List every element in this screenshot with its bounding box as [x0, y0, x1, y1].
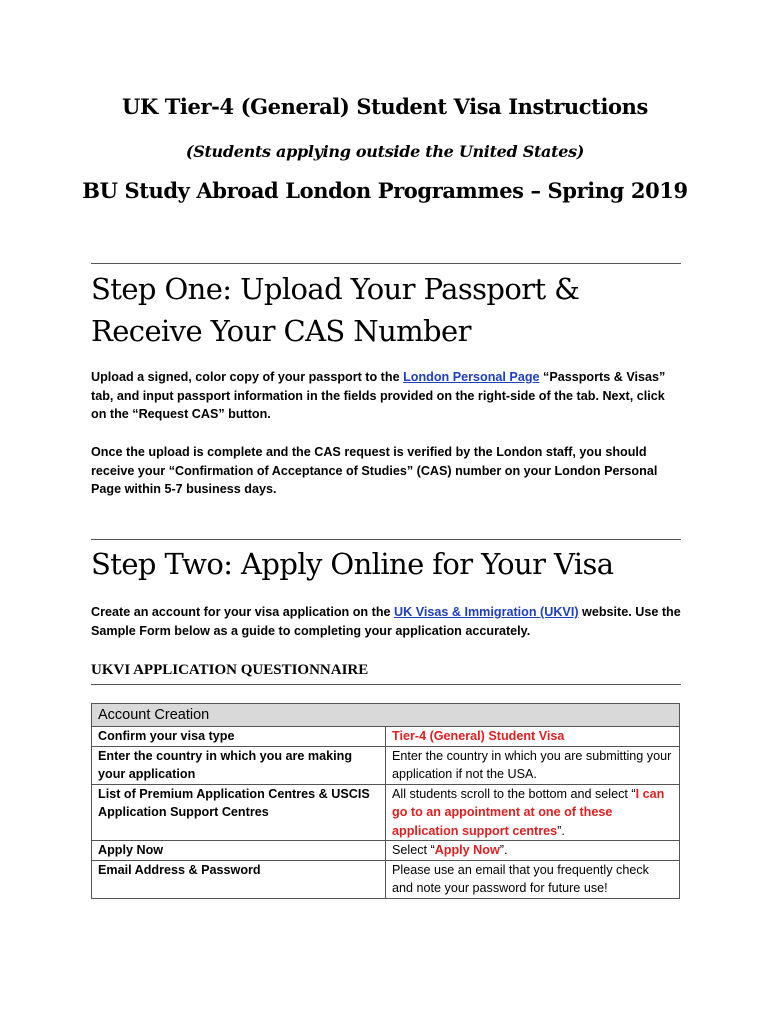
- london-personal-page-link[interactable]: London Personal Page: [403, 370, 540, 384]
- step-one-paragraph-2: Once the upload is complete and the CAS request is verified by the London staff, you should receive your “Confirmation of Acceptance of Studies” (CAS) number on your London Personal Page within 5-7 business days.: [91, 445, 658, 496]
- answer-highlight: Tier-4 (General) Student Visa: [392, 729, 565, 743]
- table-header-row: [92, 704, 680, 727]
- ukvi-website-link[interactable]: UK Visas & Immigration (UKVI): [394, 605, 579, 619]
- text-span: Create an account for your visa application on the: [91, 605, 395, 619]
- step-one-paragraph-1: [91, 368, 683, 424]
- answer-highlight: Apply Now: [434, 843, 500, 857]
- step-two-heading: Step Two: Apply Online for Your Visa: [91, 547, 614, 581]
- table-row: [92, 841, 680, 861]
- text-span: Select “: [392, 843, 435, 857]
- answer-highlight: I can go to an appointment at one of these application support centres: [392, 786, 665, 838]
- answer-cell: Enter the country in which you are submitting your application if not the USA.: [386, 746, 680, 784]
- text-span: website. Use the Sample Form below as a guide to completing your application accurately.: [91, 605, 681, 638]
- step-two-paragraph: [91, 603, 683, 640]
- question-cell: Enter the country in which you are making your application: [92, 746, 386, 784]
- table-row: [92, 784, 680, 841]
- answer-cell: [386, 727, 680, 747]
- answer-cell: [386, 841, 680, 861]
- question-cell: Apply Now: [92, 841, 386, 861]
- question-cell: Email Address & Password: [92, 860, 386, 898]
- divider: [91, 263, 681, 264]
- table-row: [92, 727, 680, 747]
- answer-cell: [386, 784, 680, 841]
- program-title: BU Study Abroad London Programmes – Spring 2019: [82, 178, 688, 203]
- text-span: ”.: [499, 843, 508, 857]
- table-row: [92, 860, 680, 898]
- answer-cell: Please use an email that you frequently check and note your password for future use!: [386, 860, 680, 898]
- step-one-heading-line2: Receive Your CAS Number: [91, 314, 471, 348]
- questionnaire-table: [91, 703, 680, 899]
- text-span: “Passports & Visas” tab, and input passport information in the fields provided on the right-side of the tab. Next, click on the “Request CAS” button.: [91, 370, 666, 421]
- text-span: Upload a signed, color copy of your passport to the: [91, 370, 404, 384]
- question-cell: List of Premium Application Centres & USCIS Application Support Centres: [92, 784, 386, 841]
- document-title: UK Tier-4 (General) Student Visa Instructions: [122, 94, 648, 119]
- divider: [91, 539, 681, 540]
- text-span: All students scroll to the bottom and select “: [392, 786, 636, 801]
- table-row: [92, 746, 680, 784]
- section-header: Account Creation: [92, 704, 680, 727]
- divider: [91, 684, 681, 685]
- document-subtitle: (Students applying outside the United States): [185, 142, 585, 161]
- step-one-heading-line1: Step One: Upload Your Passport &: [91, 272, 580, 306]
- question-cell: Confirm your visa type: [92, 727, 386, 747]
- text-span: ”.: [557, 823, 565, 838]
- step-one-heading: [91, 268, 691, 352]
- questionnaire-title: UKVI APPLICATION QUESTIONNAIRE: [91, 662, 369, 678]
